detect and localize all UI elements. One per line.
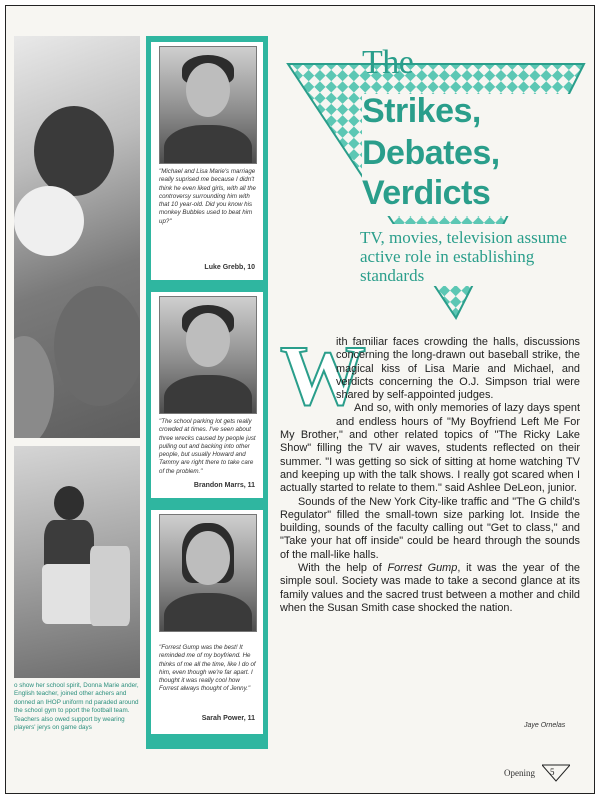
article-paragraph-4: With the help of Forrest Gump, it was the year of the simple soul. Society was made to take a second glance at its family values and the sacred trust between a mother and child when the Susan Smith case shocked the nation. bbox=[280, 562, 580, 614]
quote-author: Luke Grebb, 10 bbox=[204, 264, 255, 271]
quote-text: "Forrest Gump was the best! It reminded me of my boyfriend. He thinks of me all the time, like I do of him, even though we're far apart. I thought it was really cool how Forrest always thought of Jenny." bbox=[159, 644, 256, 693]
article-paragraph-3: Sounds of the New York City-like traffic and "The G child's Regulator" filled the small-town size parking lot. Inside the building, sounds of the faculty calling out "Get to class," and "Take your hat off inside" could be heard through the sounds of the mall-like halls. bbox=[280, 495, 580, 561]
quote-text: "Michael and Lisa Marie's marriage really suprised me because I didn't think he even liked girls, with all the controversy surrounding him with that 10 year-old. Did you know his monkey Bubbles used to beat him up?" bbox=[159, 168, 256, 225]
page-number: 5 bbox=[550, 767, 555, 777]
article-paragraph-1: ith familiar faces crowding the halls, discussions concerning the long-drawn out baseball strike, the magical kiss of Lisa Marie and Michael, and verdicts concerning the O.J. Simpson trial were shared by self-appointed judges. bbox=[336, 336, 580, 402]
portrait-photo bbox=[159, 46, 257, 164]
article-paragraph-2: And so, with only memories of lazy days spent and endless hours of "My Boyfriend Left Me For My Brother," and other related topics of "The Ricky Lake Show" filling the TV air waves, students reflected on their summer. "I was getting so sick of sitting at home watching TV and keeping up with the talk shows. I really got scared when I actually started to relate to them." said Ashlee DeLeon, junior. bbox=[280, 402, 580, 495]
quote-strip bbox=[146, 36, 268, 749]
article-body bbox=[280, 327, 580, 615]
title-line-2: Strikes, bbox=[362, 92, 481, 130]
quote-card-3 bbox=[151, 510, 263, 734]
section-label: Opening bbox=[504, 768, 535, 778]
quote-text: "The school parking lot gets really crowded at times. I've seen about three wrecks caused by people just pulling out and backing into other people, but usually Howard and Tammy are right there to take care of the problem." bbox=[159, 418, 256, 475]
title-line-1: The bbox=[362, 44, 414, 81]
subtitle: TV, movies, television assume active role in establishing standards bbox=[360, 228, 567, 285]
quote-author: Sarah Power, 11 bbox=[201, 715, 255, 722]
portrait-photo bbox=[159, 296, 257, 414]
quote-author: Brandon Marrs, 11 bbox=[193, 482, 255, 489]
byline: Jaye Ornelas bbox=[524, 722, 566, 729]
cheer-photo bbox=[14, 36, 140, 438]
yearbook-page bbox=[5, 5, 595, 794]
teacher-photo bbox=[14, 446, 140, 678]
quote-card-2 bbox=[151, 292, 263, 498]
photo-caption: o show her school spirit, Donna Marie ander, English teacher, joined other achers and donned an IHOP uniform nd paraded around the school gym to pport the football team. Teachers also owed support by wearing players' jerys on game days bbox=[14, 682, 139, 732]
page-number-arrow-icon bbox=[542, 764, 570, 782]
title-line-3: Debates, bbox=[362, 134, 500, 172]
page-number-badge bbox=[542, 764, 570, 782]
drop-cap: W bbox=[280, 327, 366, 423]
portrait-photo bbox=[159, 514, 257, 632]
title-line-4: Verdicts bbox=[362, 174, 491, 212]
quote-card-1 bbox=[151, 42, 263, 280]
